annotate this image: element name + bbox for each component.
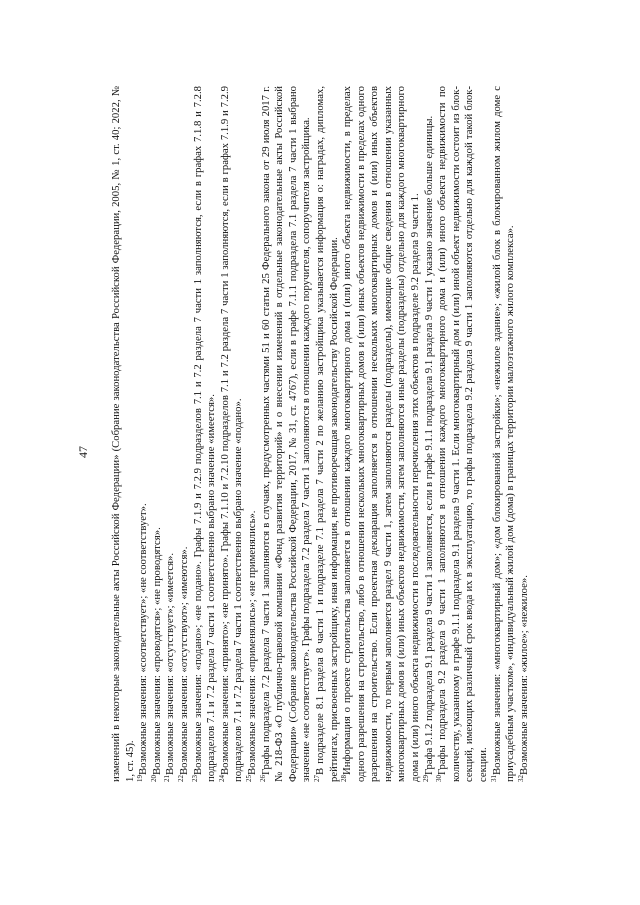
footnote-text: Возможные значения: «отсутствуют»; «имеются». [177,546,190,775]
footnote-marker: 25 [244,775,253,782]
footnotes [110,86,531,782]
footnote [151,86,165,782]
footnote [341,86,423,782]
footnote-text: Возможные значения: «применялись»; «не применялись». [245,510,258,775]
footnote-marker: 21 [163,775,172,782]
footnote [246,86,260,782]
footnote [491,86,518,782]
footnote-text: Графы подраздела 7.2 раздела 7 части 1 заполняются в случаях, предусмотренных частями 51 и 60 статьи 25 Федерального закона от 29 июля 2017 г. № 218-ФЗ «О публично-правовой компании «Фонд развития территорий» и о внесении изменений в отдельные законодательные акты Российской Федерации» (Собрание законодательства Российской Федерации, 2017, № 31, ст. 4767), если в графе 7.1.1 подраздела 7.1 раздела 7 части 1 выбрано значение «не соответствует». Графы подраздела 7.2 раздела 7 части 1 заполняются в отношении каждого поручителя, сопоручителя застройщика. [259,86,313,782]
footnote [110,86,137,782]
footnote-marker: 20 [149,775,158,782]
footnote-text: Возможные значения: «принято»; «не принято». Графы 7.1.10 и 7.2.10 подразделов 7.1 и 7.2 раздела 7 части 1 заполняются, если в графах 7.1.9 и 7.2.9 подразделов 7.1 и 7.2 раздела 7 части 1 соответственно выбрано значение «подано». [218,86,245,782]
footnote-marker: 26 [258,775,267,782]
footnote-text: Графа 9.1.2 подраздела 9.1 раздела 9 части 1 заполняется, если в графе 9.1.1 подраздела 9.1 раздела 9 части 1 указано значение больше единицы. [422,115,435,775]
footnote-text: Графы подраздела 9.2 раздела 9 части 1 заполняются в отношении каждого многоквартирного дома и (или) иного объекта недвижимости по количеству, указанному в графе 9.1.1 подраздела 9.1 раздела 9 части 1. Если многоквартирный дом и (или) иной объект недвижимости состоит из блок-секций, имеющих различный срок ввода их в эксплуатацию, то графы подраздела 9.2 раздела 9 части 1 заполняются отдельно для каждой такой блок-секции. [436,86,490,782]
footnote [219,86,246,782]
footnote-marker: 27 [312,775,321,782]
footnote-marker: 24 [217,775,226,782]
footnote-marker: 22 [176,775,185,782]
footnote [137,86,151,782]
footnote-text: Возможные значения: «подано»; «не подано». Графы 7.1.9 и 7.2.9 подразделов 7.1 и 7.2 раздела 7 части 1 заполняются, если в графах 7.1.8 и 7.2.8 подразделов 7.1 и 7.2 раздела 7 части 1 соответственно выбрано значение «имеется». [191,86,218,782]
footnote [164,86,178,782]
footnote [423,86,437,782]
footnote [260,86,314,782]
footnote-text: Возможные значения: «жилое»; «нежилое». [517,575,530,775]
footnote-marker: 28 [340,775,349,782]
footnote-text: Возможные значения: «проводятся»; «не проводятся». [150,527,163,775]
footnote-marker: 30 [435,775,444,782]
footnote-marker: 31 [489,775,498,782]
footnote-marker: 23 [190,775,199,782]
footnote [436,86,490,782]
footnote [192,86,219,782]
footnote-text: Информация о проекте строительства заполняется в отношении каждого многоквартирного дома и (или) иного объекта недвижимости, в пределах одного разрешения на строительство, либо в отношении нескольких многоквартирных домов и (или) иных объектов недвижимости в пределах одного разрешения на строительство. Если проектная декларация заполняется в отношении нескольких многоквартирных домов и (или) иных объектов недвижимости, то первым заполняется раздел 9 части 1, затем заполняются разделы (подразделы), имеющие общие сведения в отношении указанных многоквартирных домов и (или) иных объектов недвижимости, затем заполняются иные разделы (подразделы) отдельно для каждого многоквартирного дома и (или) иного объекта недвижимости в последовательности перечисления этих объектов в подразделе 9.2 раздела 9 части 1. [341,86,422,782]
footnote-text: Возможные значения: «многоквартирный дом»; «дом блокированной застройки»; «нежилое здание»; «жилой блок в блокированном жилом доме с приусадебным участком», «индивидуальный жилой дом (дома) в границах территории малоэтажного жилого комплекса». [490,86,517,782]
footnote-marker: 29 [421,775,430,782]
footnote [518,86,532,782]
footnote-marker: 19 [136,775,145,782]
footnote-marker: 32 [516,775,525,782]
page-number: 47 [76,446,90,458]
footnote [178,86,192,782]
footnote-text: Возможные значения: «отсутствует»; «имеется». [164,552,177,775]
footnote-text: Возможные значения: «соответствует»; «не соответствует». [137,503,150,775]
footnote-text: изменений в некоторые законодательные акты Российской Федерации» (Собрание законодательства Российской Федерации, 2005, № 1, ст. 40; 2022, № 1, ст. 45). [110,86,136,782]
footnote [314,86,341,782]
document-page [40,52,600,852]
footnote-text: В подразделе 8.1 раздела 8 части 1 и подразделе 7.1 раздела 7 части 2 по желанию застройщика указывается информация о: наградах, дипломах, рейтингах, присвоенных застройщику, иная информация, не противоречащая законодательству Российской Федерации. [313,86,340,782]
